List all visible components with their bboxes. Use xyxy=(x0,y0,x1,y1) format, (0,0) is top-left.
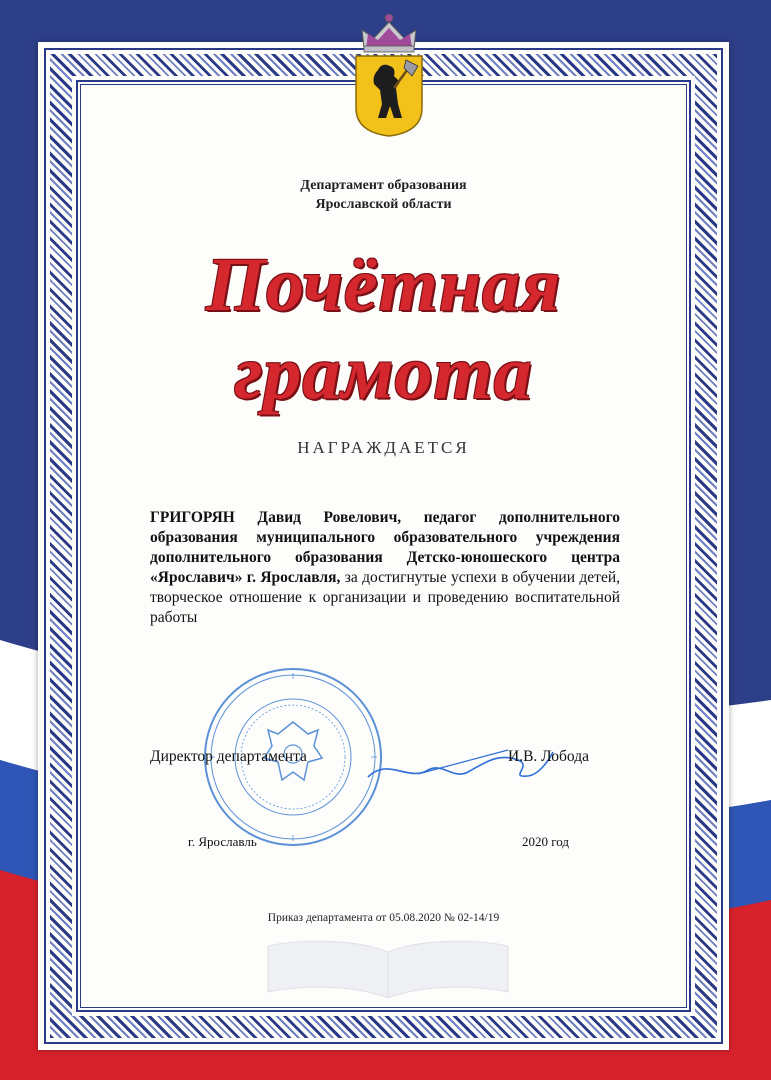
awarded-label: НАГРАЖДАЕТСЯ xyxy=(297,438,470,457)
certificate-sheet xyxy=(38,42,729,1050)
signatory-role: Директор департамента xyxy=(150,748,307,765)
open-book-icon xyxy=(258,922,518,1002)
certificate-title-line2: грамота xyxy=(234,331,533,415)
order-reference: Приказ департамента от 05.08.2020 № 02-14/19 xyxy=(267,912,500,924)
yaroslavl-coat-of-arms-icon xyxy=(344,8,434,138)
award-reason: за достигнутые успехи в обучении детей, творческое отношение к организации и проведению воспитательной работы xyxy=(150,569,620,626)
department-name-line2: Ярославской области xyxy=(315,197,452,212)
department-name-line1: Департамент образования xyxy=(300,178,467,193)
issue-city: г. Ярославль xyxy=(188,834,257,849)
signatory-name: И.В. Лобода xyxy=(508,748,589,765)
issue-year: 2020 год xyxy=(522,834,569,849)
certificate-title-line1: Почётная xyxy=(205,243,562,327)
recipient-name: ГРИГОРЯН Давид Ровелович, педагог дополнительного образования муниципального образовательного учреждения дополнительного образования Детско-юношеского центра «Ярославич» г. Ярославля, xyxy=(150,509,620,586)
award-text xyxy=(150,508,620,628)
